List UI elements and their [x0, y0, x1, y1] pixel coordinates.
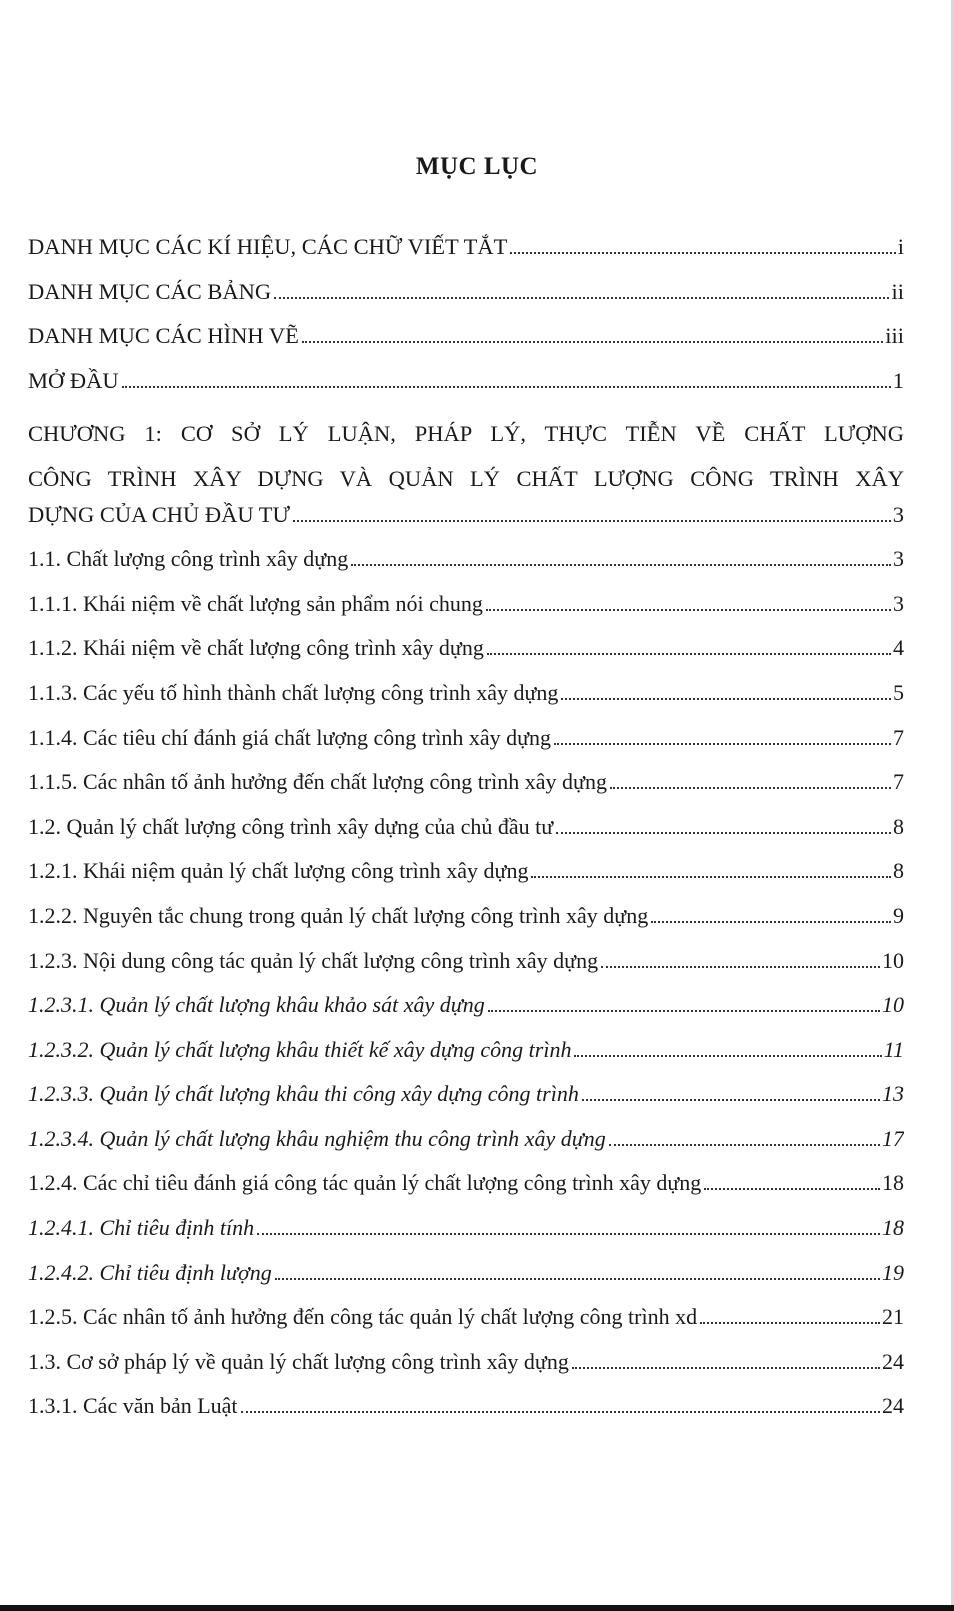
toc-entry-title: 1.3.1. Các văn bản Luật	[28, 1393, 238, 1419]
dot-leader	[487, 653, 891, 655]
toc-entry-title: 1.2.4. Các chỉ tiêu đánh giá công tác quản lý chất lượng công trình xây dựng	[28, 1170, 702, 1196]
toc-entry-title: DANH MỤC CÁC BẢNG	[28, 278, 272, 304]
toc-entry-page: ii	[891, 278, 904, 304]
toc-entry	[28, 725, 904, 770]
toc-entry-page: 17	[882, 1125, 904, 1151]
toc-entry-title: 1.1.1. Khái niệm về chất lượng sản phẩm nói chung	[28, 590, 483, 616]
toc-entry	[28, 591, 904, 636]
toc-entry-page: 1	[892, 367, 904, 393]
toc-entry-page: 13	[882, 1081, 904, 1107]
dot-leader	[582, 1099, 880, 1101]
toc-entry-title: 1.2.3. Nội dung công tác quản lý chất lượng công trình xây dựng	[28, 947, 599, 973]
toc-entry-page: i	[897, 234, 904, 259]
dot-leader	[556, 832, 891, 834]
toc-entry	[28, 502, 904, 547]
toc-entry	[28, 1304, 904, 1349]
dot-leader	[488, 1010, 880, 1012]
dot-leader	[351, 564, 891, 566]
toc-entry-page: 24	[882, 1348, 904, 1374]
toc-entry	[28, 635, 904, 680]
dot-leader	[257, 1233, 880, 1235]
toc-entry	[28, 814, 904, 859]
dot-leader	[561, 698, 891, 700]
toc-entry-title: 1.2.4.2. Chỉ tiêu định lượng	[28, 1259, 272, 1285]
dot-leader	[241, 1411, 880, 1413]
toc-entry	[28, 1349, 904, 1394]
toc-entry-title: DANH MỤC CÁC HÌNH VẼ	[28, 323, 299, 349]
toc-entry-page: iii	[885, 323, 904, 349]
toc-entry-page: 8	[893, 858, 904, 884]
scan-border	[0, 1605, 954, 1611]
toc-entry	[28, 1215, 904, 1260]
toc-entry	[28, 1126, 904, 1171]
toc-entry	[28, 1393, 904, 1438]
toc-entry	[28, 1170, 904, 1215]
toc-entry-page: 3	[893, 590, 904, 616]
toc-entry-page: 7	[893, 724, 904, 750]
toc-entry-page: 10	[882, 947, 904, 973]
dot-leader	[122, 386, 891, 388]
toc-entry-title: 1.2.3.1. Quản lý chất lượng khâu khảo sát xây dựng	[28, 992, 485, 1018]
chapter-heading-line: DỰNG CỦA CHỦ ĐẦU TƯ	[28, 501, 291, 527]
toc-entry-page: 18	[882, 1170, 904, 1196]
toc-entry-title: 1.3. Cơ sở pháp lý về quản lý chất lượng công trình xây dựng	[28, 1348, 569, 1374]
toc-entry	[28, 680, 904, 725]
page-title: MỤC LỤC	[415, 153, 539, 180]
toc-entry-title: 1.2.3.4. Quản lý chất lượng khâu nghiệm thu công trình xây dựng	[28, 1125, 606, 1151]
toc-entry-title: 1.2.4.1. Chỉ tiêu định tính	[28, 1215, 255, 1241]
toc-entry-page: 3	[892, 501, 904, 527]
toc-entry-title: 1.2.3.3. Quản lý chất lượng khâu thi công xây dựng công trình	[28, 1081, 579, 1107]
dot-leader	[601, 966, 880, 968]
dot-leader	[609, 1144, 880, 1146]
toc-entry-page: 3	[893, 546, 904, 572]
toc-entry-title: 1.1.2. Khái niệm về chất lượng công trình xây dựng	[28, 635, 484, 661]
toc-entry	[28, 858, 904, 903]
dot-leader	[572, 1367, 880, 1369]
toc-entry-title: 1.2.1. Khái niệm quản lý chất lượng công trình xây dựng	[28, 858, 529, 884]
dot-leader	[574, 1055, 881, 1057]
dot-leader	[610, 787, 891, 789]
dot-leader	[274, 297, 889, 299]
dot-leader	[651, 921, 891, 923]
toc-entry	[28, 279, 904, 324]
toc-entry-title: 1.1.4. Các tiêu chí đánh giá chất lượng công trình xây dựng	[28, 724, 552, 750]
toc-entry-title: MỞ ĐẦU	[28, 367, 119, 393]
toc-entry-page: 4	[893, 635, 904, 661]
toc-entry	[28, 368, 904, 413]
table-of-contents	[28, 234, 904, 1438]
toc-entry-page: 18	[882, 1215, 904, 1241]
toc-entry-page: 5	[893, 679, 904, 705]
toc-entry-title: 1.2.5. Các nhân tố ảnh hưởng đến công tác quản lý chất lượng công trình xd	[28, 1304, 698, 1330]
toc-entry-page: 11	[883, 1036, 904, 1062]
toc-entry-page: 19	[882, 1259, 904, 1285]
toc-entry-page: 10	[882, 992, 904, 1018]
chapter-heading-line: CÔNG TRÌNH XÂY DỰNG VÀ QUẢN LÝ CHẤT LƯỢNG CÔNG TRÌNH XÂY	[28, 465, 904, 491]
toc-entry	[28, 903, 904, 948]
toc-entry	[28, 948, 904, 993]
toc-entry-page: 24	[882, 1393, 904, 1419]
dot-leader	[293, 520, 891, 522]
dot-leader	[531, 876, 891, 878]
toc-entry	[28, 323, 904, 368]
dot-leader	[486, 609, 891, 611]
toc-entry-title: 1.2. Quản lý chất lượng công trình xây dựng của chủ đầu tư	[28, 813, 554, 839]
toc-entry-page: 7	[893, 769, 904, 795]
toc-entry-title: 1.1.5. Các nhân tố ảnh hưởng đến chất lượng công trình xây dựng	[28, 769, 607, 795]
toc-entry	[28, 769, 904, 814]
toc-entry-title: 1.2.3.2. Quản lý chất lượng khâu thiết kế xây dựng công trình	[28, 1036, 572, 1062]
dot-leader	[302, 341, 883, 343]
dot-leader	[554, 743, 891, 745]
toc-entry	[28, 546, 904, 591]
dot-leader	[275, 1278, 880, 1280]
toc-entry-page: 21	[882, 1304, 904, 1330]
toc-entry-title: 1.1.3. Các yếu tố hình thành chất lượng công trình xây dựng	[28, 679, 559, 705]
toc-entry	[28, 1260, 904, 1305]
dot-leader	[510, 252, 895, 254]
toc-entry-page: 8	[893, 813, 904, 839]
dot-leader	[700, 1322, 880, 1324]
toc-entry-title: 1.2.2. Nguyên tắc chung trong quản lý chất lượng công trình xây dựng	[28, 902, 649, 928]
toc-entry-title: 1.1. Chất lượng công trình xây dựng	[28, 546, 349, 572]
toc-entry	[28, 234, 904, 279]
toc-entry	[28, 1037, 904, 1082]
toc-entry-title: DANH MỤC CÁC KÍ HIỆU, CÁC CHỮ VIẾT TẮT	[28, 234, 508, 259]
toc-entry	[28, 1081, 904, 1126]
dot-leader	[704, 1188, 880, 1190]
chapter-heading-line: CHƯƠNG 1: CƠ SỞ LÝ LUẬN, PHÁP LÝ, THỰC TIỄN VỀ CHẤT LƯỢNG	[28, 421, 904, 447]
toc-entry-page: 9	[893, 902, 904, 928]
toc-entry	[28, 992, 904, 1037]
